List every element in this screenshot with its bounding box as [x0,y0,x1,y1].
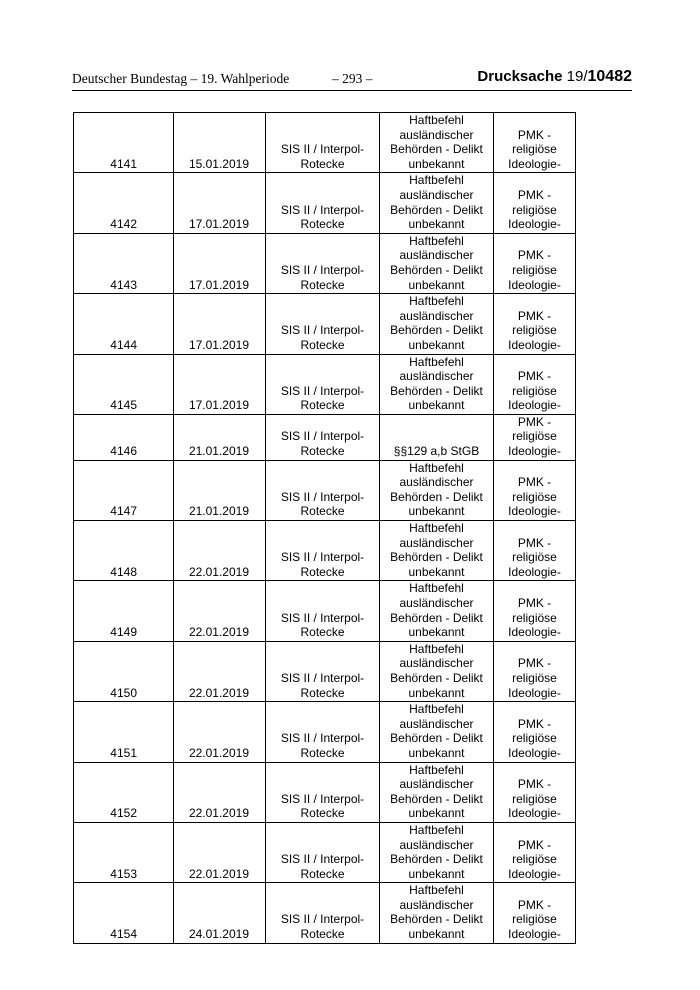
system-line: Rotecke [300,444,345,459]
cell-delikt [380,581,494,641]
row-number: 4146 [110,444,137,459]
delikt-line: Haftbefehl [409,460,464,475]
pmk-line: Ideologie- [508,156,561,171]
cell-system [266,414,380,460]
cell-date [174,521,266,581]
system-line: SIS II / Interpol- [280,852,365,867]
system-line: Rotecke [300,337,345,352]
pmk-line: PMK -religiöse [512,777,557,806]
delikt-line: unbekannt [408,564,465,579]
cell-date [174,702,266,762]
row-date: 17.01.2019 [188,398,249,413]
row-date: 17.01.2019 [188,277,249,292]
table-row [74,354,576,414]
cell-system [266,762,380,822]
cell-pmk [494,883,576,943]
cell-system [266,113,380,173]
row-number: 4148 [110,564,137,579]
delikt-line: Haftbefehl [409,641,464,656]
cell-date [174,354,266,414]
delikt-line: ausländischer [399,777,474,792]
table-row [74,173,576,233]
cell-system [266,354,380,414]
cell-number [74,521,174,581]
pmk-line: Ideologie- [508,564,561,579]
cell-pmk [494,581,576,641]
pmk-line: PMK -religiöse [512,897,557,927]
pmk-line: PMK -religiöse [512,414,557,444]
cell-number [74,581,174,641]
system-line: SIS II / Interpol- [280,610,365,625]
delikt-line: §§129 a,b StGB [393,444,480,459]
cell-system [266,294,380,354]
pmk-line: PMK -religiöse [512,369,557,398]
cell-system [266,641,380,701]
delikt-line: ausländischer [399,308,474,323]
delikt-line: Behörden - Delikt [390,670,483,685]
cell-system [266,173,380,233]
pmk-line: Ideologie- [508,745,561,760]
system-line: SIS II / Interpol- [280,670,365,685]
delikt-line: Behörden - Delikt [390,262,483,277]
cell-delikt [380,460,494,520]
row-number: 4145 [110,398,137,413]
row-number: 4152 [110,806,137,821]
delikt-line: unbekannt [408,806,465,821]
cell-delikt [380,521,494,581]
delikt-line: Haftbefehl [409,354,464,369]
delikt-line: Haftbefehl [409,762,464,777]
cell-delikt [380,762,494,822]
table-row [74,294,576,354]
delikt-line: ausländischer [399,837,474,852]
row-number: 4147 [110,504,137,519]
delikt-line: Behörden - Delikt [390,912,483,927]
system-line: Rotecke [300,927,345,942]
row-date: 17.01.2019 [188,337,249,352]
system-line: Rotecke [300,217,345,232]
cell-date [174,641,266,701]
system-line: SIS II / Interpol- [280,429,365,444]
pmk-line: PMK -religiöse [512,656,557,685]
delikt-line: Haftbefehl [409,581,464,596]
cell-date [174,581,266,641]
cell-number [74,460,174,520]
cell-date [174,883,266,943]
cell-pmk [494,641,576,701]
cell-delikt [380,233,494,293]
cell-date [174,822,266,882]
row-date: 22.01.2019 [188,806,249,821]
cell-delikt [380,113,494,173]
delikt-line: unbekannt [408,504,465,519]
delikt-line: unbekannt [408,398,465,413]
row-number: 4149 [110,625,137,640]
system-line: Rotecke [300,398,345,413]
system-line: SIS II / Interpol- [280,202,365,217]
delikt-line: ausländischer [399,475,474,490]
system-line: Rotecke [300,685,345,700]
pmk-line: Ideologie- [508,504,561,519]
cell-number [74,233,174,293]
row-date: 22.01.2019 [188,625,249,640]
pmk-line: Ideologie- [508,337,561,352]
delikt-line: ausländischer [399,656,474,671]
cell-pmk [494,521,576,581]
table-row [74,521,576,581]
delikt-line: Haftbefehl [409,173,464,188]
cell-pmk [494,460,576,520]
cell-system [266,581,380,641]
pmk-line: PMK -religiöse [512,716,557,746]
delikt-line: Behörden - Delikt [390,731,483,746]
system-line: SIS II / Interpol- [280,489,365,504]
table-row [74,702,576,762]
table-row [74,233,576,293]
system-line: SIS II / Interpol- [280,323,365,338]
delikt-line: Behörden - Delikt [390,791,483,806]
table-row [74,822,576,882]
pmk-line: PMK -religiöse [512,596,557,625]
pmk-line: Ideologie- [508,685,561,700]
row-number: 4150 [110,685,137,700]
row-date: 17.01.2019 [188,217,249,232]
pmk-line: PMK -religiöse [512,475,557,504]
cell-system [266,521,380,581]
system-line: Rotecke [300,806,345,821]
delikt-line: unbekannt [408,156,465,171]
cell-system [266,233,380,293]
pmk-line: PMK -religiöse [512,535,557,565]
delikt-line: Haftbefehl [409,233,464,248]
cell-number [74,822,174,882]
cell-pmk [494,702,576,762]
cell-date [174,460,266,520]
delikt-line: ausländischer [399,716,474,731]
cell-number [74,414,174,460]
delikt-line: ausländischer [399,369,474,384]
system-line: Rotecke [300,625,345,640]
row-date: 22.01.2019 [188,564,249,579]
table-row [74,414,576,460]
system-line: Rotecke [300,866,345,881]
data-table [73,112,576,944]
pmk-line: Ideologie- [508,398,561,413]
document-number-prefix: 19/ [566,68,588,85]
cell-pmk [494,173,576,233]
cell-number [74,762,174,822]
cell-delikt [380,822,494,882]
system-line: SIS II / Interpol- [280,142,365,157]
delikt-line: Behörden - Delikt [390,142,483,157]
system-line: Rotecke [300,277,345,292]
delikt-line: ausländischer [399,596,474,610]
cell-number [74,883,174,943]
system-line: Rotecke [300,564,345,579]
cell-date [174,233,266,293]
row-number: 4141 [110,156,137,171]
delikt-line: Haftbefehl [409,113,464,127]
pmk-line: Ideologie- [508,444,561,459]
system-line: SIS II / Interpol- [280,731,365,746]
cell-pmk [494,354,576,414]
document-label: Drucksache [477,68,563,85]
pmk-line: Ideologie- [508,927,561,942]
system-line: Rotecke [300,504,345,519]
delikt-line: Behörden - Delikt [390,550,483,565]
row-date: 24.01.2019 [188,927,249,942]
system-line: Rotecke [300,156,345,171]
table-row [74,113,576,173]
row-number: 4153 [110,866,137,881]
cell-pmk [494,414,576,460]
system-line: SIS II / Interpol- [280,383,365,398]
cell-pmk [494,762,576,822]
system-line: SIS II / Interpol- [280,262,365,277]
delikt-line: ausländischer [399,187,474,202]
row-number: 4144 [110,337,137,352]
delikt-line: ausländischer [399,897,474,912]
row-date: 22.01.2019 [188,745,249,760]
cell-system [266,822,380,882]
system-line: SIS II / Interpol- [280,550,365,565]
cell-number [74,702,174,762]
delikt-line: ausländischer [399,127,474,142]
delikt-line: Haftbefehl [409,702,464,717]
delikt-line: Haftbefehl [409,883,464,898]
table-row [74,581,576,641]
cell-delikt [380,294,494,354]
pmk-line: Ideologie- [508,277,561,292]
cell-system [266,883,380,943]
cell-date [174,113,266,173]
cell-number [74,294,174,354]
cell-delikt [380,414,494,460]
cell-date [174,762,266,822]
pmk-line: Ideologie- [508,625,561,640]
cell-date [174,173,266,233]
delikt-line: Haftbefehl [409,822,464,837]
cell-system [266,460,380,520]
row-number: 4143 [110,277,137,292]
delikt-line: unbekannt [408,625,465,640]
delikt-line: unbekannt [408,337,465,352]
row-number: 4142 [110,217,137,232]
cell-number [74,354,174,414]
cell-delikt [380,641,494,701]
cell-delikt [380,173,494,233]
system-line: Rotecke [300,745,345,760]
delikt-line: unbekannt [408,866,465,881]
system-line: SIS II / Interpol- [280,912,365,927]
pmk-line: PMK -religiöse [512,837,557,867]
cell-number [74,641,174,701]
table-row [74,641,576,701]
cell-pmk [494,822,576,882]
row-date: 21.01.2019 [188,444,249,459]
cell-pmk [494,233,576,293]
cell-pmk [494,113,576,173]
delikt-line: Behörden - Delikt [390,383,483,398]
table-row [74,460,576,520]
delikt-line: Behörden - Delikt [390,323,483,338]
delikt-line: Haftbefehl [409,521,464,536]
row-date: 22.01.2019 [188,866,249,881]
cell-delikt [380,883,494,943]
delikt-line: unbekannt [408,745,465,760]
pmk-line: PMK -religiöse [512,187,557,217]
table-row [74,762,576,822]
delikt-line: unbekannt [408,217,465,232]
row-date: 22.01.2019 [188,685,249,700]
row-date: 21.01.2019 [188,504,249,519]
page-number: – 293 – [332,71,373,86]
delikt-line: Behörden - Delikt [390,610,483,625]
delikt-line: ausländischer [399,535,474,550]
pmk-line: Ideologie- [508,217,561,232]
parliament-title: Deutscher Bundestag – 19. Wahlperiode [72,71,290,86]
pmk-line: Ideologie- [508,806,561,821]
table-body [74,113,576,944]
delikt-line: Behörden - Delikt [390,489,483,504]
delikt-line: Behörden - Delikt [390,852,483,867]
table-row [74,883,576,943]
delikt-line: unbekannt [408,277,465,292]
cell-number [74,173,174,233]
delikt-line: unbekannt [408,685,465,700]
cell-delikt [380,702,494,762]
delikt-line: Haftbefehl [409,294,464,309]
cell-pmk [494,294,576,354]
cell-delikt [380,354,494,414]
delikt-line: unbekannt [408,927,465,942]
delikt-line: Behörden - Delikt [390,202,483,217]
cell-date [174,294,266,354]
system-line: SIS II / Interpol- [280,791,365,806]
cell-system [266,702,380,762]
pmk-line: Ideologie- [508,866,561,881]
pmk-line: PMK -religiöse [512,308,557,338]
row-number: 4151 [110,745,137,760]
pmk-line: PMK -religiöse [512,248,557,277]
page-header [72,70,632,91]
document-number-value: 10482 [587,68,632,85]
document-number [477,68,632,86]
cell-date [174,414,266,460]
cell-number [74,113,174,173]
row-number: 4154 [110,927,137,942]
row-date: 15.01.2019 [188,156,249,171]
pmk-line: PMK -religiöse [512,127,557,157]
delikt-line: ausländischer [399,248,474,263]
